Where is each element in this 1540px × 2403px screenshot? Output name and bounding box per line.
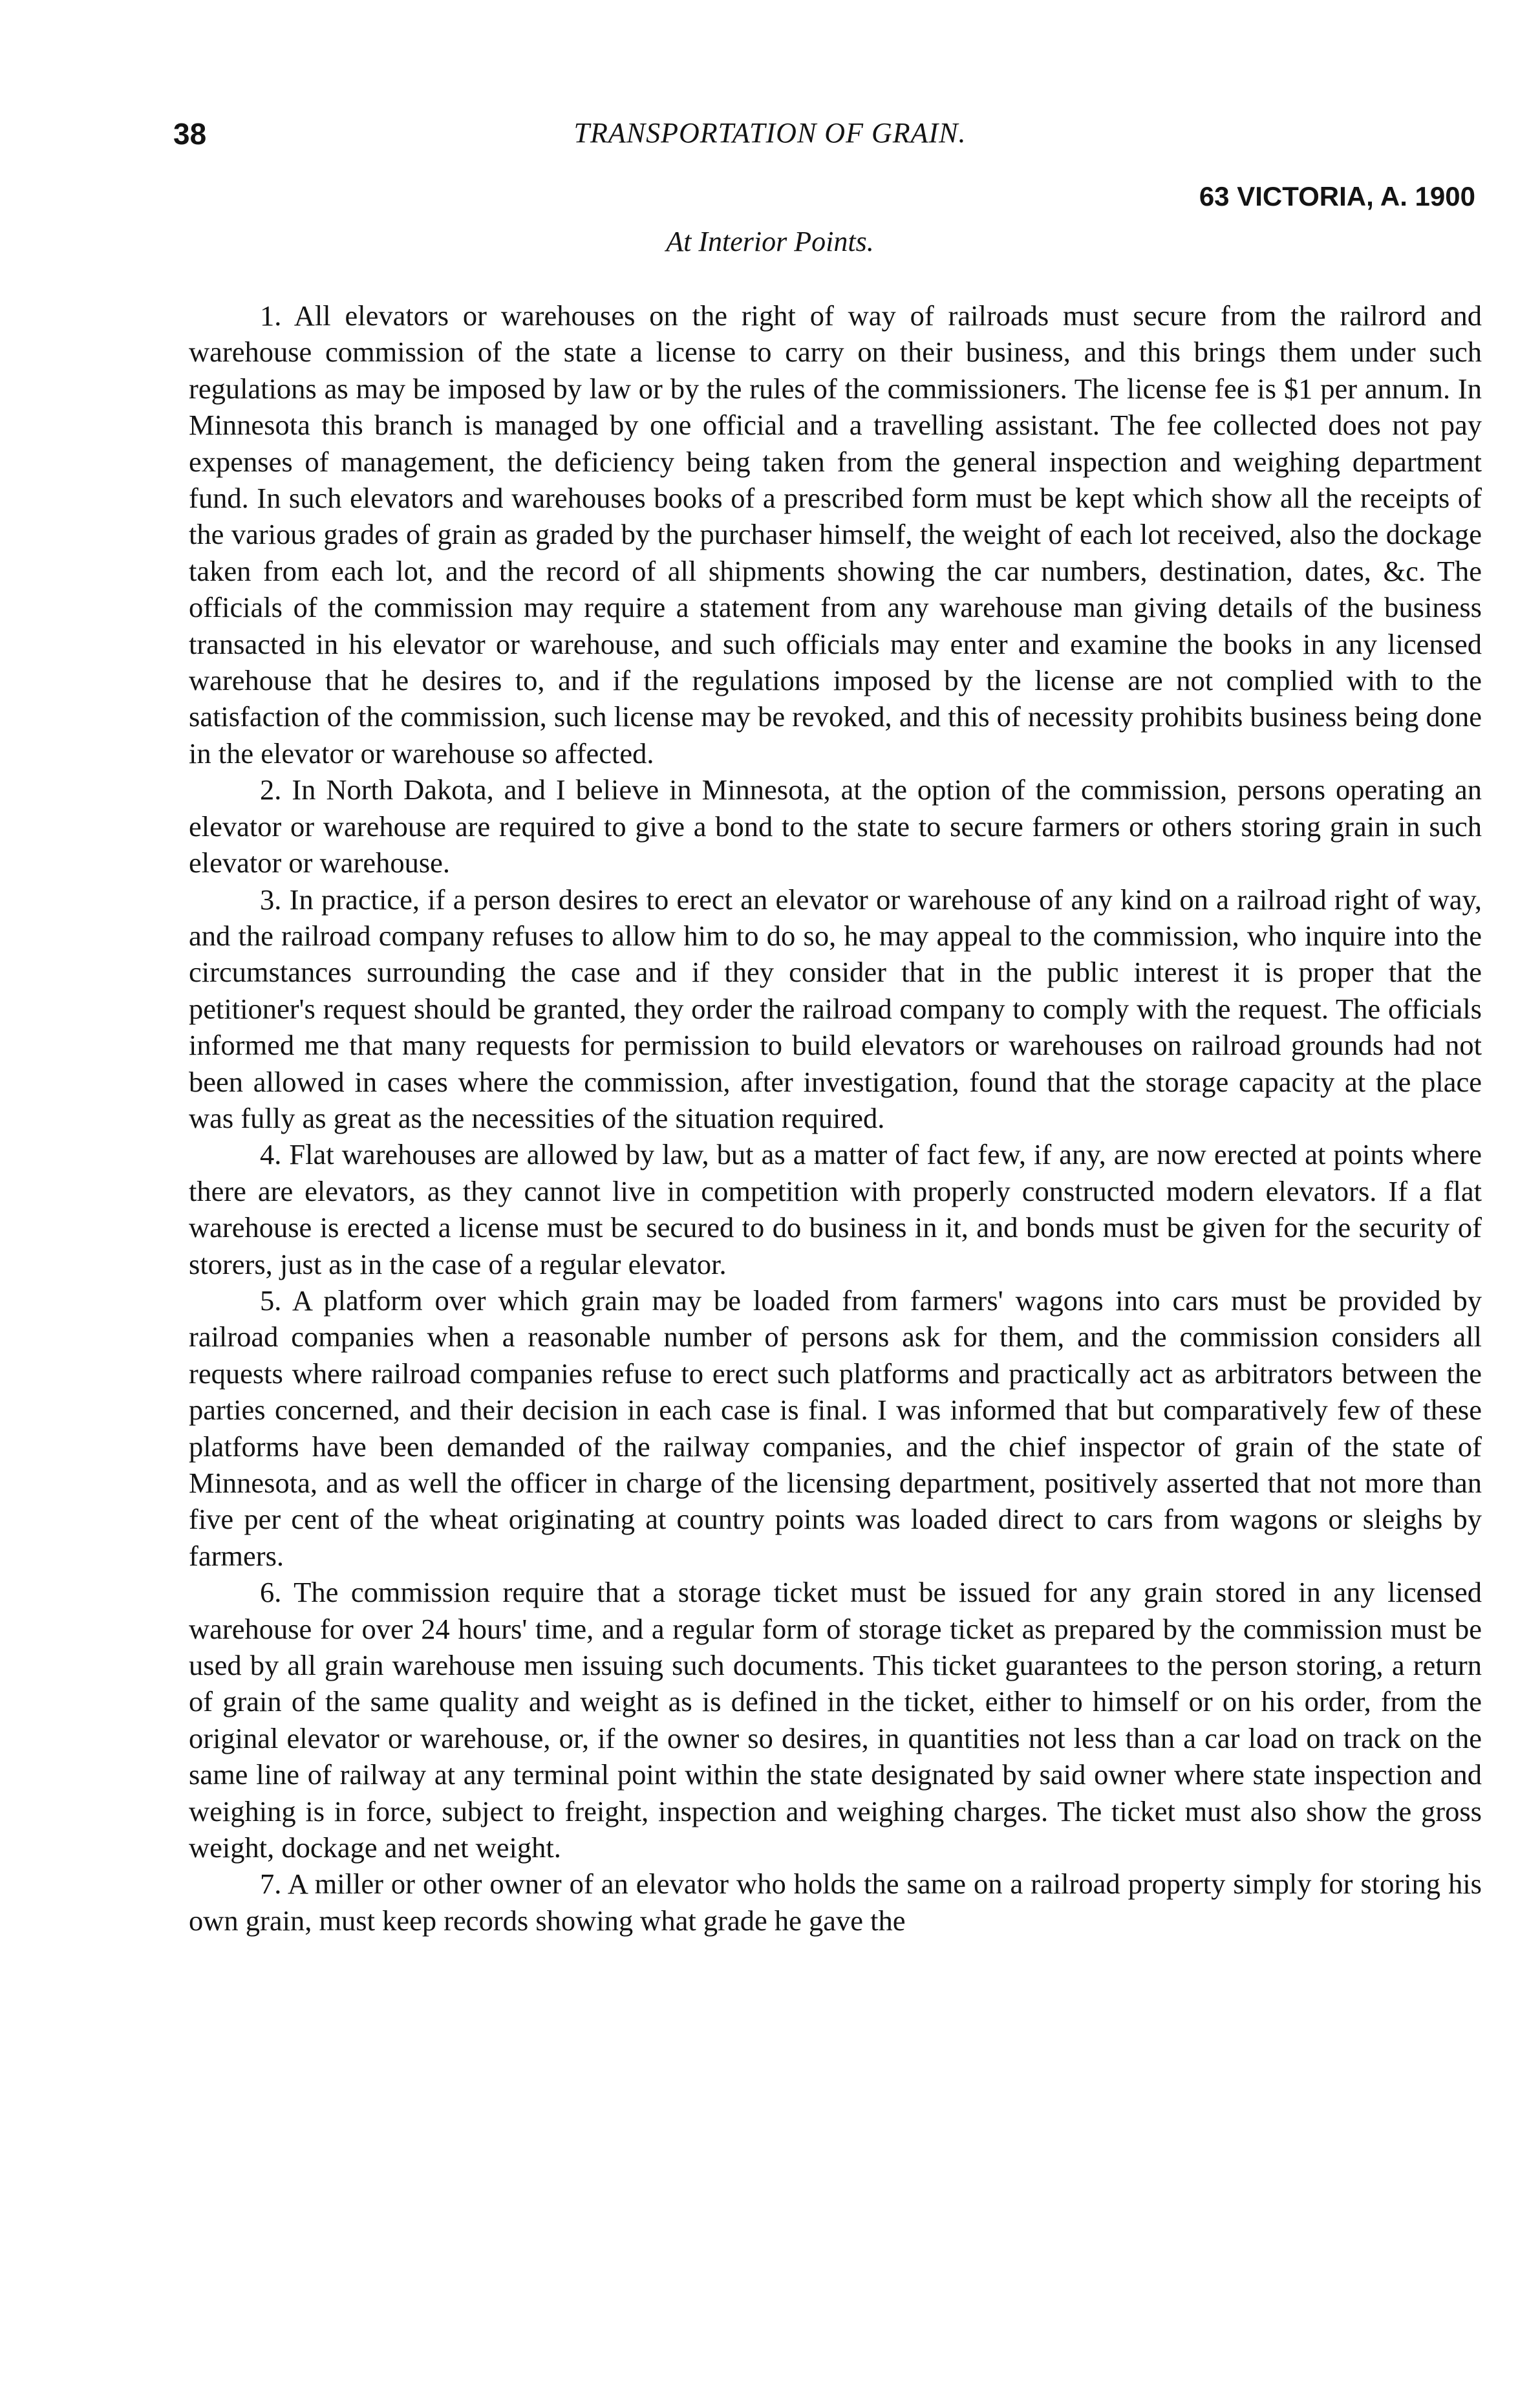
paragraph-5: 5. A platform over which grain may be loaded from farmers' wagons into cars must be provided by railroad companies when a reasonable number of persons ask for them, and the commission considers all requests where railroad companies refuse to erect such platforms and practically act as arbitrators between the parties concerned, and their decision in each case is final. I was informed that but comparatively few of these platforms have been demanded of the railway companies, and the chief inspector of grain of the state of Minnesota, and as well the officer in charge of the licensing department, positively asserted that not more than five per cent of the wheat originating at country points was loaded direct to cars from wagons or sleighs by farmers. — [189, 1284, 1482, 1572]
paragraph-3: 3. In practice, if a person desires to erect an elevator or warehouse of any kind on a railroad right of way, and the railroad company refuses to allow him to do so, he may appeal to the commission, who inquire into the circumstances surrounding the case and if they consider that in the public interest it is proper that the petitioner's request should be granted, they order the railroad company to comply with the request. The officials informed me that many requests for permission to build elevators or warehouses on railroad grounds had not been allowed in cases where the commission, after investigation, found that the storage capacity at the place was fully as great as the necessities of the situation required. — [189, 883, 1482, 1134]
page-number: 38 — [173, 117, 207, 151]
body-text — [189, 297, 1482, 1939]
paragraph-6: 6. The commission require that a storage ticket must be issued for any grain stored in any licensed warehouse for over 24 hours' time, and a regular form of storage ticket as prepared by the commission must be used by all grain warehouse men issuing such documents. This ticket guarantees to the person storing, a return of grain of the same quality and weight as is defined in the ticket, either to himself or on his order, from the original elevator or warehouse, or, if the owner so desires, in quantities not less than a car load on track on the same line of railway at any terminal point within the state designated by said owner where state inspection and weighing is in force, subject to freight, inspection and weighing charges. The ticket must also show the gross weight, dockage and net weight. — [189, 1576, 1482, 1864]
paragraph-2: 2. In North Dakota, and I believe in Minnesota, at the option of the commission, persons operating an elevator or warehouse are required to give a bond to the state to secure farmers or others storing grain in such elevator or warehouse. — [189, 773, 1482, 879]
running-title: TRANSPORTATION OF GRAIN. — [573, 117, 967, 149]
paragraph-7: 7. A miller or other owner of an elevator who holds the same on a railroad property simply for storing his own grain, must keep records showing what grade he gave the — [189, 1868, 1482, 1937]
paragraph-4: 4. Flat warehouses are allowed by law, but as a matter of fact few, if any, are now erected at points where there are elevators, as they cannot live in competition with properly constructed modern elevators. If a flat warehouse is erected a license must be secured to do business in it, and bonds must be given for the security of storers, just as in the case of a regular elevator. — [189, 1138, 1482, 1280]
paragraph-1: 1. All elevators or warehouses on the right of way of railroads must secure from the railrord and warehouse commission of the state a license to carry on their business, and this brings them under such regulations as may be imposed by law or by the rules of the commissioners. The license fee is $1 per annum. In Minnesota this branch is managed by one official and a travelling assistant. The fee collected does not pay expenses of management, the deficiency being taken from the general inspection and weighing department fund. In such elevators and warehouses books of a prescribed form must be kept which show all the receipts of the various grades of grain as graded by the purchaser himself, the weight of each lot received, also the dockage taken from each lot, and the record of all shipments showing the car numbers, destination, dates, &c. The officials of the commission may require a statement from any warehouse man giving details of the business transacted in his elevator or warehouse, and such officials may enter and examine the books in any licensed warehouse that he desires to, and if the regulations imposed by the license are not complied with to the satisfaction of the commission, such license may be revoked, and this of necessity prohibits business being done in the elevator or warehouse so affected. — [189, 299, 1482, 770]
section-heading: At Interior Points. — [666, 226, 874, 257]
session-label: 63 VICTORIA, A. 1900 — [1199, 181, 1475, 211]
